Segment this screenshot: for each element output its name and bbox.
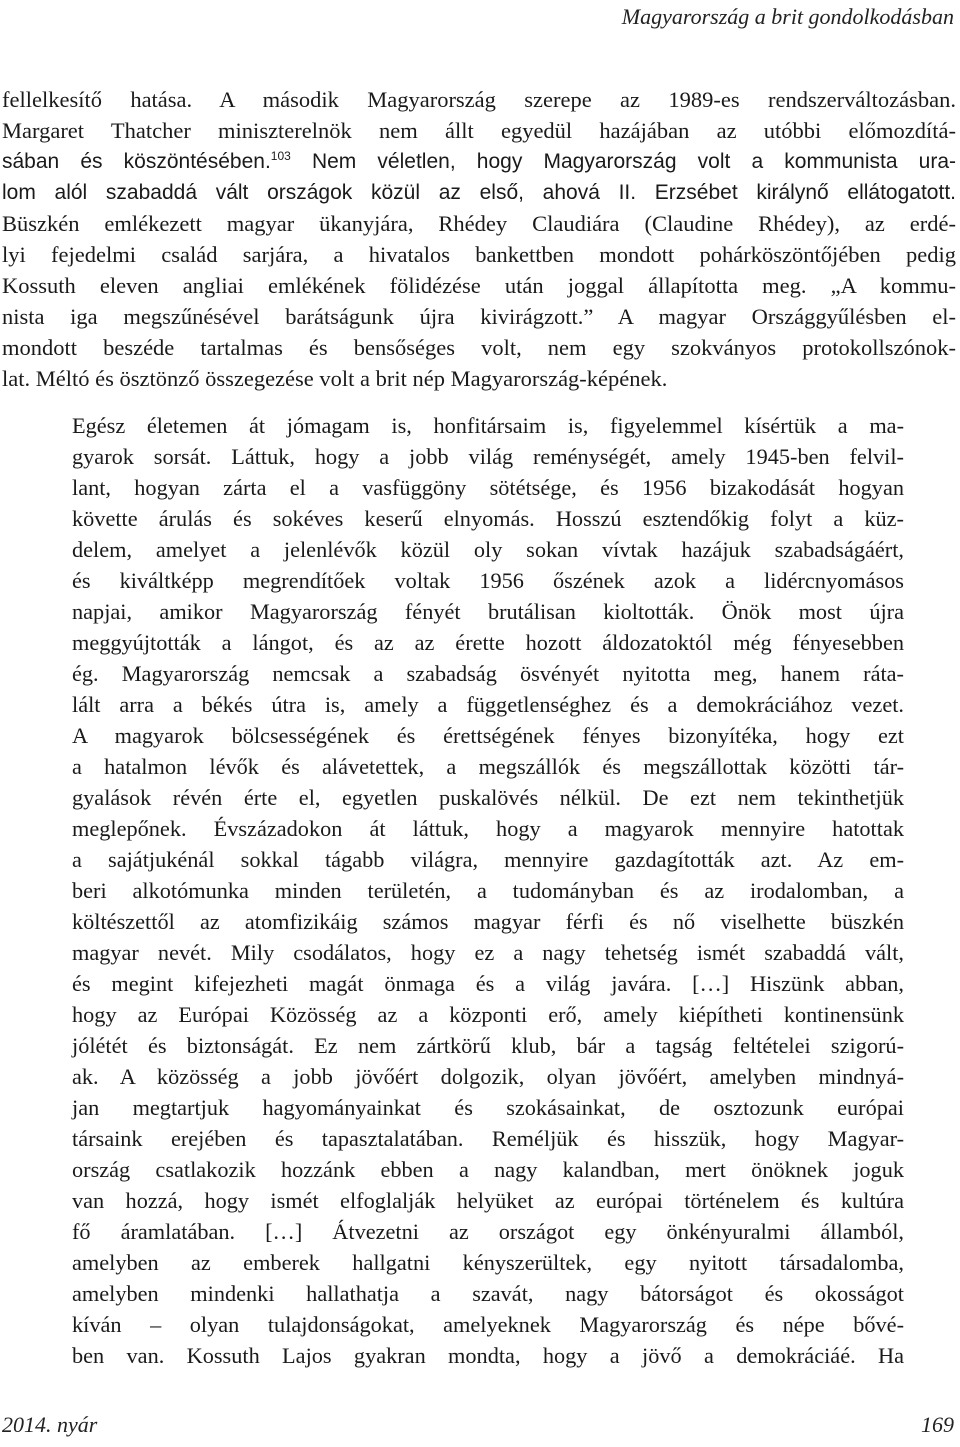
quote-line: amelyben mindenki hallathatja a szavát, nagy bátorságot és okosságot — [72, 1281, 904, 1306]
quote-line: gyalások révén érte el, egyetlen puskalövés nélkül. De ezt nem tekinthetjük — [72, 785, 904, 810]
text-line: nista iga megszűnésével barátságunk újra kivirágzott.” A magyar Országgyűlésben el- — [2, 304, 956, 329]
text-line — [2, 146, 956, 177]
quote-line: Egész életemen át jómagam is, honfitársaim is, figyelemmel kísértük a ma- — [72, 413, 904, 438]
quote-line: gyarok sorsát. Láttuk, hogy a jobb világ reménységét, amely 1945-ben felvil- — [72, 444, 904, 469]
footnote-reference[interactable]: 103 — [270, 149, 291, 163]
text-line: mondott beszéde tartalmas és bensőséges volt, nem egy szokványos protokollszónok- — [2, 335, 956, 360]
quote-line: meggyújtották a lángot, és az az érette hozott áldozatoktól még fényesebben — [72, 630, 904, 655]
quote-line: meglepőnek. Évszázadokon át láttuk, hogy a magyarok mennyire hatottak — [72, 816, 904, 841]
text-line: Büszkén emlékezett magyar ükanyjára, Rhédey Claudiára (Claudine Rhédey), az erdé- — [2, 211, 956, 236]
quote-line: ég. Magyarország nemcsak a szabadság ösvényét nyitotta meg, hanem ráta- — [72, 661, 904, 686]
quote-line: amelyben az emberek hallgatni kényszerültek, egy nyitott társadalomba, — [72, 1250, 904, 1275]
block-quote — [72, 410, 904, 1371]
quote-line: lált arra a békés útra is, amely a függetlenséghez és a demokráciához vezet. — [72, 692, 904, 717]
text-segment: Nem véletlen, hogy Magyarország volt a kommunista ura- — [290, 150, 956, 173]
quote-line: ben van. Kossuth Lajos gyakran mondta, hogy a jövő a demokráciáé. Ha — [72, 1343, 904, 1368]
quote-line: a hatalmon lévők és alávetettek, a megszállók és megszállottak közötti tár- — [72, 754, 904, 779]
quote-line: és kiváltképp megrendítőek voltak 1956 őszének azok a lidércnyomásos — [72, 568, 904, 593]
quote-line: delem, amelyet a jelenlévők közül oly sokan vívtak hazájuk szabadságáért, — [72, 537, 904, 562]
text-line: lyi fejedelmi család sarjára, a hivatalos bankettben mondott pohárköszöntőjében pedig — [2, 242, 956, 267]
text-segment: sában és köszöntésében. — [2, 150, 271, 173]
quote-line: költészettől az atomfizikáig számos magyar férfi és nő viselhette büszkén — [72, 909, 904, 934]
quote-line: A magyarok bölcsességének és érettségének fényes bizonyítéka, hogy ezt — [72, 723, 904, 748]
body-paragraph — [2, 84, 956, 394]
text-line: Kossuth eleven angliai emlékének fölidézése után joggal állapította meg. „A kommu- — [2, 273, 956, 298]
quote-line: jan megtartjuk hagyományainkat és szokásainkat, de osztozunk európai — [72, 1095, 904, 1120]
quote-line: a sajátjukénál sokkal tágabb világra, mennyire gazdagították azt. Az em- — [72, 847, 904, 872]
quote-line: követte árulás és sokéves keserű elnyomás. Hosszú esztendőkig folyt a küz- — [72, 506, 904, 531]
text-line: lat. Méltó és ösztönző összegezése volt a brit nép Magyarország-képének. — [2, 366, 668, 391]
text-line: Margaret Thatcher miniszterelnök nem állt egyedül hazájában az utóbbi előmozdítá- — [2, 118, 956, 143]
quote-line: lant, hogyan zárta el a vasfüggöny sötétsége, és 1956 bizakodását hogyan — [72, 475, 904, 500]
page-number: 169 — [921, 1412, 954, 1437]
quote-line: társaink erejében és tapasztalatában. Reméljük és hisszük, hogy Magyar- — [72, 1126, 904, 1151]
quote-line: ország csatlakozik hozzánk ebben a nagy kalandban, mert önöknek joguk — [72, 1157, 904, 1182]
quote-line: napjai, amikor Magyarország fényét brutálisan kioltották. Önök most újra — [72, 599, 904, 624]
quote-line: hogy az Európai Közösség az a központi erő, amely kiépítheti kontinensünk — [72, 1002, 904, 1027]
text-line: lom alól szabaddá vált országok közül az első, ahová II. Erzsébet királynő ellátogatott. — [2, 181, 956, 204]
quote-line: jólétét és biztonságát. Ez nem zártkörű klub, bár a tagság feltételei szigorú- — [72, 1033, 904, 1058]
footer-issue: 2014. nyár — [2, 1412, 98, 1437]
quote-line: és megint kifejezheti magát önmaga és a világ javára. […] Hiszünk abban, — [72, 971, 904, 996]
quote-line: magyar nevét. Mily csodálatos, hogy ez a nagy tehetség ismét szabaddá vált, — [72, 940, 904, 965]
quote-line: kíván – olyan tulajdonságokat, amelyeknek Magyarország és népe bővé- — [72, 1312, 904, 1337]
quote-line: fő áramlatában. […] Átvezetni az országot egy önkényuralmi államból, — [72, 1219, 904, 1244]
running-header-title: Magyarország a brit gondolkodásban — [621, 4, 954, 29]
quote-line: van hozzá, hogy ismét elfoglalják helyüket az európai történelem és kultúra — [72, 1188, 904, 1213]
quote-line: ak. A közösség a jobb jövőért dolgozik, olyan jövőért, amelyben mindnyá- — [72, 1064, 904, 1089]
quote-line: beri alkotómunka minden területén, a tudományban és az irodalomban, a — [72, 878, 904, 903]
text-line: fellelkesítő hatása. A második Magyarország szerepe az 1989-es rendszerváltozásban. — [2, 87, 956, 112]
